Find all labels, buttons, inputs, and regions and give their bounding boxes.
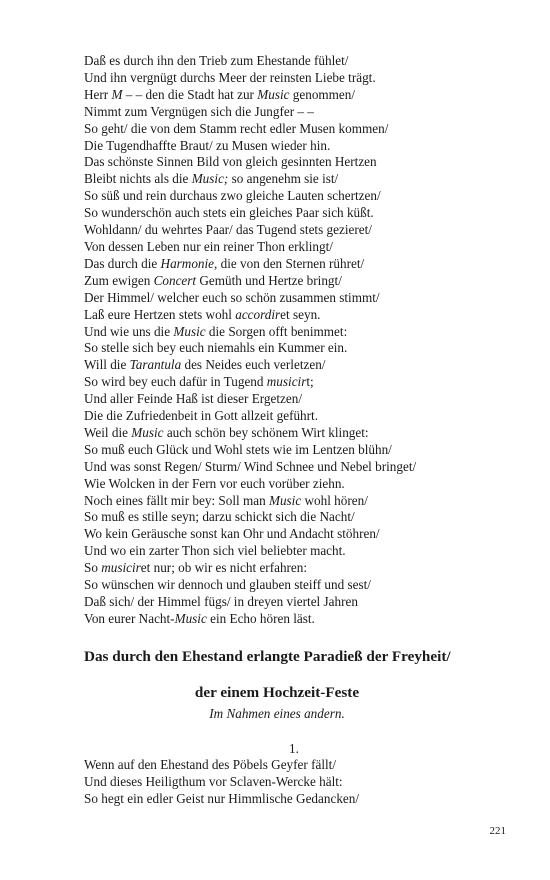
text-run: auch schön bey schönem Wirt klinget: [163, 424, 369, 440]
poem-line [84, 324, 524, 341]
poem-line [84, 205, 524, 222]
section-heading-line-1: Das durch den Ehestand erlangte Paradieß der Freyheit/ [84, 648, 451, 665]
poem-line [84, 121, 524, 138]
poem-line [84, 476, 524, 493]
page-number: 221 [489, 825, 506, 837]
poem-line [84, 290, 524, 307]
stanza-line: So hegt ein edler Geist nur Himmlische Gedancken/ [84, 790, 360, 806]
text-run: So geht/ die von dem Stamm recht edler Musen kommen/ [84, 120, 389, 136]
italic-term: Harmonie, [160, 255, 218, 271]
stanza-line: Wenn auf den Ehestand des Pöbels Geyfer fällt/ [84, 757, 336, 772]
text-run: wohl hören/ [301, 492, 368, 508]
poem-line [84, 256, 524, 273]
poem-line [84, 509, 524, 526]
text-run: t; [306, 374, 314, 390]
poem-line [84, 222, 524, 239]
text-run: Bleibt nichts als die [84, 171, 192, 187]
poem-line [84, 70, 524, 87]
text-run: Das schönste Sinnen Bild von gleich gesinnten Hertzen [84, 154, 377, 170]
poem-line [84, 154, 524, 171]
poem-line [84, 594, 524, 611]
italic-term: accordir [235, 306, 281, 322]
text-run: Laß eure Hertzen stets wohl [84, 306, 236, 322]
text-run: Nimmt zum Vergnügen sich die Jungfer – – [84, 103, 314, 119]
poem-line [84, 442, 524, 459]
poem-line [84, 425, 524, 442]
text-run: Die Tugendhaffte Braut/ zu Musen wieder hin. [84, 137, 331, 153]
italic-term: Music; [191, 171, 229, 187]
poem-line [84, 459, 524, 476]
poem-line [84, 138, 524, 155]
text-run: Von eurer Nacht- [84, 610, 175, 626]
poem-line [84, 408, 524, 425]
poem-line [84, 340, 524, 357]
text-run: Und was sonst Regen/ Sturm/ Wind Schnee und Nebel bringet/ [84, 458, 417, 474]
section-heading-line-2: der einem Hochzeit-Feste [194, 684, 360, 701]
text-run: et nur; ob wir es nicht erfahren: [140, 560, 308, 576]
stanza-number: 1. [289, 741, 299, 756]
text-run: Wohldann/ du wehrtes Paar/ das Tugend stets gezieret/ [84, 222, 372, 238]
text-run: So wünschen wir dennoch und glauben steiff und sest/ [84, 577, 371, 593]
text-run: Gemüth und Hertze bringt/ [196, 272, 342, 288]
poem-line [84, 188, 524, 205]
text-run: So stelle sich bey euch niemahls ein Kummer ein. [84, 340, 348, 356]
text-run: So wird bey euch dafür in Tugend [84, 374, 267, 390]
text-run: So [84, 560, 102, 576]
italic-term: M [111, 86, 123, 102]
text-run: Der Himmel/ welcher euch so schön zusammen stimmt/ [84, 289, 380, 305]
text-run: Und aller Feinde Haß ist dieser Ergetzen/ [84, 391, 303, 407]
text-run: So wunderschön auch stets ein gleiches Paar sich küßt. [84, 205, 374, 221]
italic-term: Concert [153, 272, 197, 288]
italic-term: Music [257, 86, 290, 102]
poem-line [84, 104, 524, 121]
text-run: so angenehm sie ist/ [228, 171, 339, 187]
text-run: et seyn. [280, 306, 321, 322]
text-run: Und wie uns die [84, 323, 174, 339]
poem-line [84, 239, 524, 256]
text-run: die von den Sternen rühret/ [217, 255, 365, 271]
poem-line [84, 577, 524, 594]
poem-line [84, 53, 524, 70]
stanza-line: Und dieses Heiligthum vor Sclaven-Wercke hält: [84, 773, 343, 789]
text-run: genommen/ [289, 86, 356, 102]
text-run: Noch eines fällt mir bey: Soll man [84, 492, 269, 508]
italic-term: musicir [101, 560, 141, 576]
italic-term: musicir [266, 374, 307, 390]
italic-term: Music [173, 323, 206, 339]
section-subtitle: Im Nahmen eines andern. [209, 706, 345, 721]
poem-line [84, 560, 524, 577]
text-run: Zum ewigen [84, 272, 154, 288]
poem-line [84, 611, 524, 628]
italic-term: Music [268, 492, 302, 508]
text-run: Daß sich/ der Himmel fügs/ in dreyen viertel Jahren [84, 594, 358, 609]
text-run: – – den die Stadt hat zur [122, 86, 258, 102]
text-run: die Sorgen offt benimmet: [205, 323, 348, 339]
poem-line [84, 87, 524, 104]
text-run: Und wo ein zarter Thon sich viel beliebter macht. [84, 543, 346, 559]
poem-line [84, 171, 524, 188]
poem-line [84, 374, 524, 391]
text-run: Von dessen Leben nur ein reiner Thon erklingt/ [84, 238, 333, 254]
text-run: Herr [84, 86, 112, 102]
text-run: Daß es durch ihn den Trieb zum Ehestande fühlet/ [84, 53, 349, 68]
italic-term: Music [131, 424, 164, 440]
text-run: So süß und rein durchaus zwo gleiche Lauten schertzen/ [84, 188, 381, 204]
poem-line [84, 357, 524, 374]
poem-line [84, 273, 524, 290]
text-run: Wie Wolcken in der Fern vor euch vorüber ziehn. [84, 475, 345, 491]
poem-body [84, 53, 524, 628]
text-run: Weil die [84, 424, 132, 440]
text-run: So muß euch Glück und Wohl stets wie im Lentzen blühn/ [84, 441, 392, 457]
text-run: des Neides euch verletzen/ [181, 357, 326, 373]
poem-line [84, 526, 524, 543]
italic-term: Tarantula [129, 357, 182, 373]
poem-line [84, 391, 524, 408]
text-run: Wo kein Geräusche sonst kan Ohr und Andacht stöhren/ [84, 526, 380, 542]
poem-line [84, 307, 524, 324]
stanza-body [84, 757, 524, 808]
text-run: Will die [84, 357, 130, 373]
text-run: So muß es stille seyn; darzu schickt sich die Nacht/ [84, 509, 355, 525]
poem-line [84, 543, 524, 560]
text-run: ein Echo hören läst. [206, 610, 315, 626]
text-run: Die die Zufriedenbeit in Gott allzeit geführt. [84, 408, 318, 424]
italic-term: Music [174, 610, 207, 626]
text-run: Und ihn vergnügt durchs Meer der reinsten Liebe trägt. [84, 69, 376, 85]
text-run: Das durch die [84, 255, 161, 271]
poem-line [84, 493, 524, 510]
